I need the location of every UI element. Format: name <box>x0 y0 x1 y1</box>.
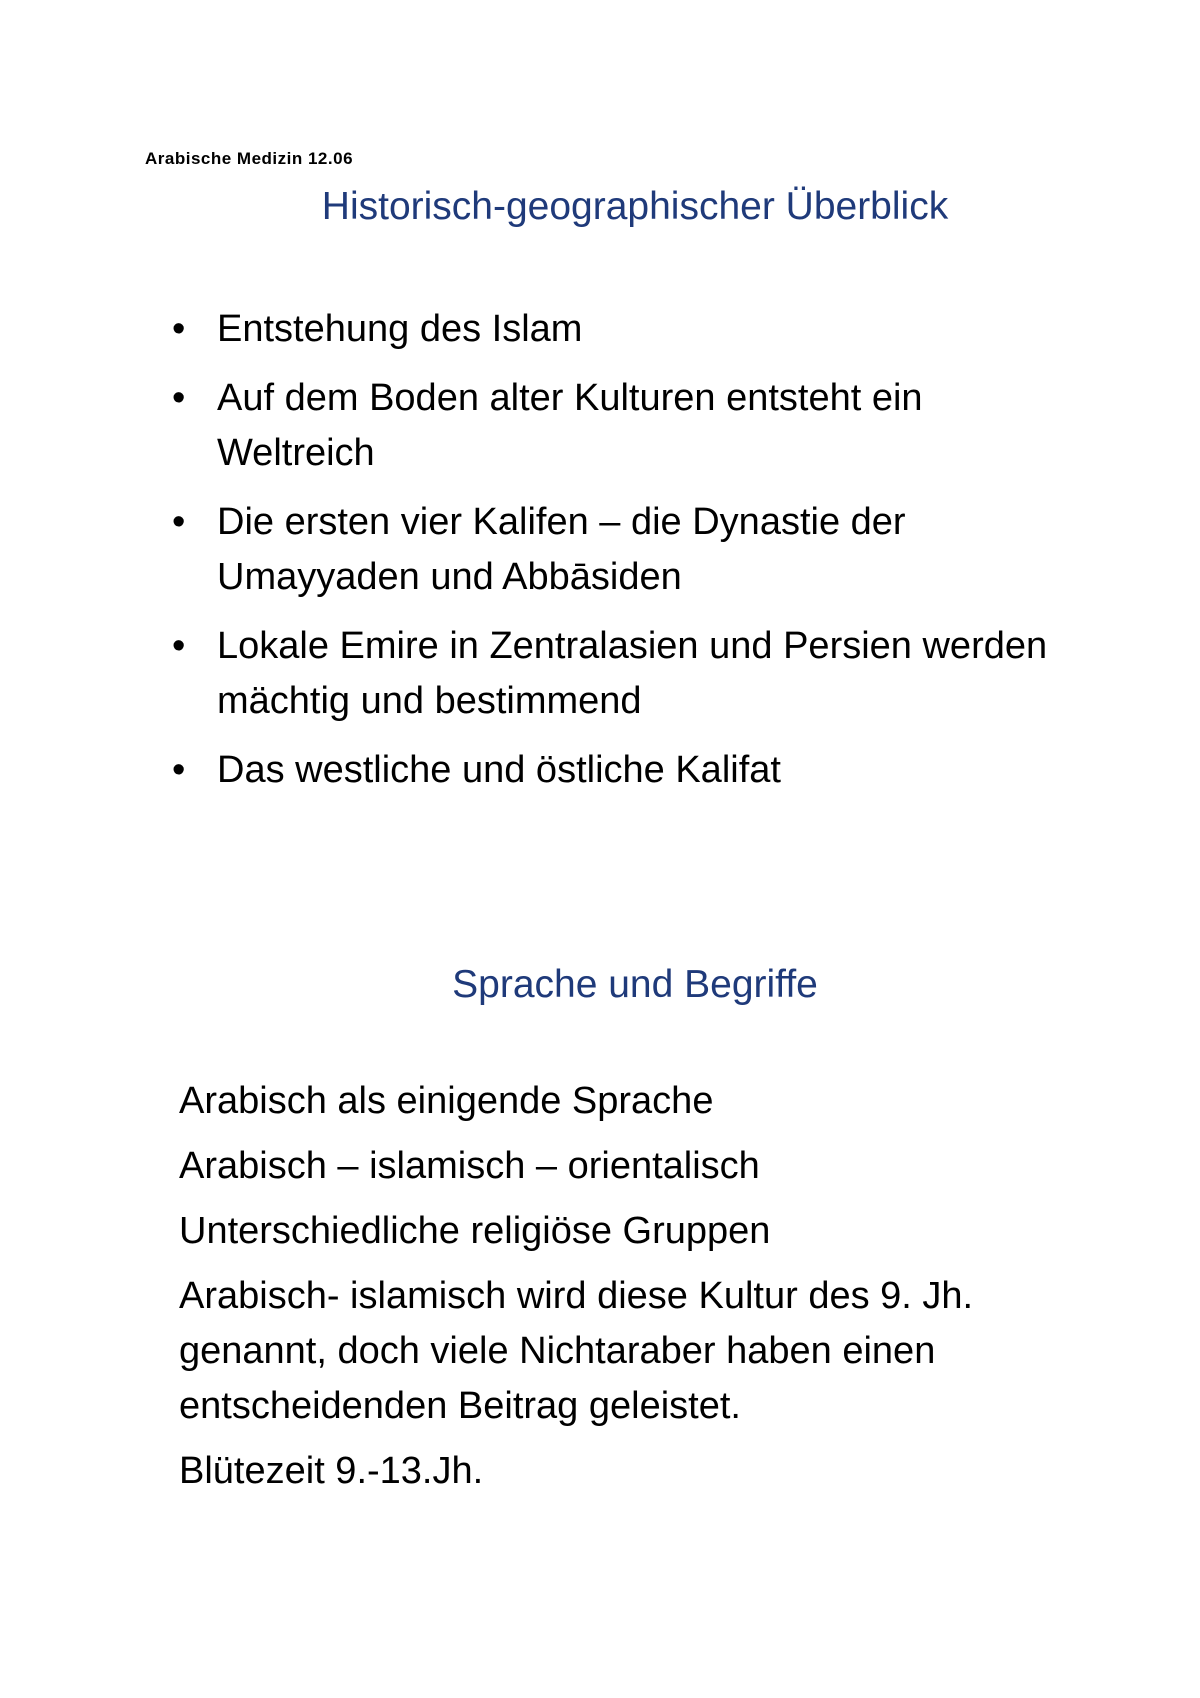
bullet-icon: • <box>172 501 186 543</box>
paragraph: Arabisch – islamisch – orientalisch <box>179 1145 760 1187</box>
section-title-sprache: Sprache und Begriffe <box>452 963 818 1006</box>
section-title-historisch: Historisch-geographischer Überblick <box>321 185 949 228</box>
list-item-text: Auf dem Boden alter Kulturen entsteht ein Weltreich <box>217 377 923 474</box>
bullet-icon: • <box>172 749 186 791</box>
list-item <box>172 371 1072 481</box>
bullet-list <box>172 302 1072 812</box>
bullet-icon: • <box>172 625 186 667</box>
list-item-text: Die ersten vier Kalifen – die Dynastie der Umayyaden und Abbāsiden <box>217 501 906 598</box>
list-item <box>172 619 1072 729</box>
paragraph: Arabisch als einigende Sprache <box>179 1080 714 1122</box>
list-item-text: Entstehung des Islam <box>217 308 583 350</box>
list-item <box>172 495 1072 605</box>
list-item-text: Das westliche und östliche Kalifat <box>217 749 781 791</box>
paragraph-list <box>179 1074 1059 1509</box>
bullet-icon: • <box>172 308 186 350</box>
list-item <box>172 302 1072 357</box>
paragraph: Blütezeit 9.-13.Jh. <box>179 1450 484 1492</box>
paragraph: Arabisch- islamisch wird diese Kultur des 9. Jh. genannt, doch viele Nichtaraber haben einen entscheidenden Beitrag geleistet. <box>179 1275 974 1427</box>
bullet-icon: • <box>172 377 186 419</box>
paragraph: Unterschiedliche religiöse Gruppen <box>179 1210 771 1252</box>
header-note: Arabische Medizin 12.06 <box>145 149 354 168</box>
list-item-text: Lokale Emire in Zentralasien und Persien werden mächtig und bestimmend <box>217 625 1048 722</box>
list-item <box>172 743 1072 798</box>
